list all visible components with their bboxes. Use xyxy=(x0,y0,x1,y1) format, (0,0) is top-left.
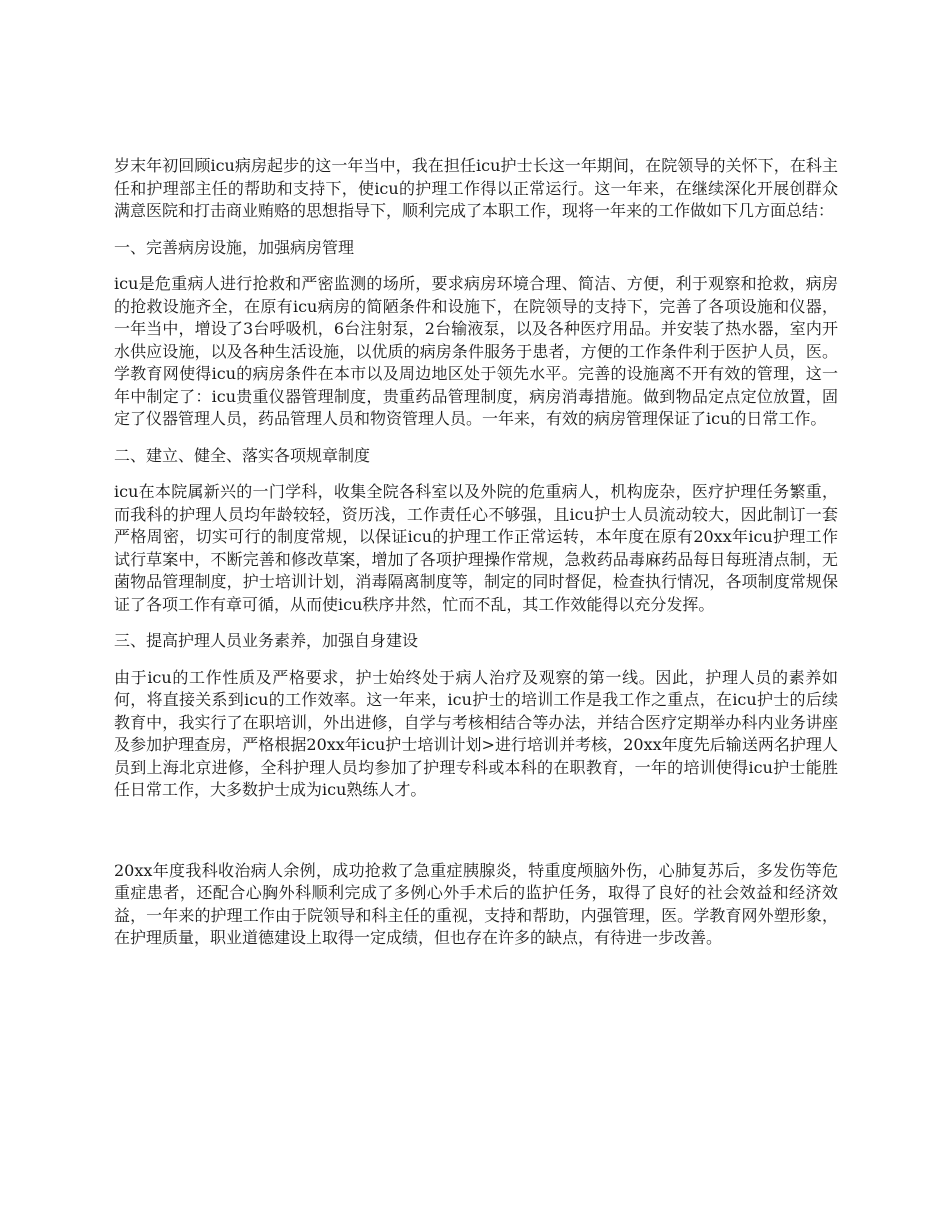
intro-paragraph: 岁末年初回顾icu病房起步的这一年当中，我在担任icu护士长这一年期间，在院领导的关怀下，在科主任和护理部主任的帮助和支持下，使icu的护理工作得以正常运行。这一年来，在继续深化开展创群众满意医院和打击商业贿赂的思想指导下，顺利完成了本职工作，现将一年来的工作做如下几方面总结： xyxy=(114,156,838,220)
section-1-heading: 一、完善病房设施，加强病房管理 xyxy=(114,237,355,257)
section-2-paragraph: icu在本院属新兴的一门学科，收集全院各科室以及外院的危重病人，机构庞杂，医疗护理任务繁重，而我科的护理人员均年龄较轻，资历浅，工作责任心不够强，且icu护士人员流动较大，因此制订一套严格周密，切实可行的制度常规，以保证icu的护理工作正常运转，本年度在原有20xx年icu护理工作试行草案中，不断完善和修改草案，增加了各项护理操作常规，急救药品毒麻药品每日每班清点制，无菌物品管理制度，护士培训计划，消毒隔离制度等，制定的同时督促，检查执行情况，各项制度常规保证了各项工作有章可循，从而使icu秩序井然，忙而不乱，其工作效能得以充分发挥。 xyxy=(114,482,838,614)
closing-paragraph: 20xx年度我科收治病人余例，成功抢救了急重症胰腺炎，特重度颅脑外伤，心肺复苏后，多发伤等危重症患者，还配合心胸外科顺利完成了多例心外手术后的监护任务，取得了良好的社会效益和经济效益，一年来的护理工作由于院领导和科主任的重视，支持和帮助，内强管理，医。学教育网外塑形象，在护理质量，职业道德建设上取得一定成绩，但也存在许多的缺点，有待进一步改善。 xyxy=(114,860,838,947)
document-page xyxy=(114,155,838,964)
section-1-paragraph: icu是危重病人进行抢救和严密监测的场所，要求病房环境合理、简洁、方便，利于观察和抢救，病房的抢救设施齐全，在原有icu病房的简陋条件和设施下，在院领导的支持下，完善了各项设施和仪器，一年当中，增设了3台呼吸机，6台注射泵，2台输液泵，以及各种医疗用品。并安装了热水器，室内开水供应设施，以及各种生活设施，以优质的病房条件服务于患者，方便的工作条件利于医护人员，医。学教育网使得icu的病房条件在本市以及周边地区处于领先水平。完善的设施离不开有效的管理，这一年中制定了：icu贵重仪器管理制度，贵重药品管理制度，病房消毒措施。做到物品定点定位放置，固定了仪器管理人员，药品管理人员和物资管理人员。一年来，有效的病房管理保证了icu的日常工作。 xyxy=(114,274,838,428)
section-3-heading: 三、提高护理人员业务素养，加强自身建设 xyxy=(114,631,419,650)
section-2-heading: 二、建立、健全、落实各项规章制度 xyxy=(114,445,371,465)
section-3-paragraph: 由于icu的工作性质及严格要求，护士始终处于病人治疗及观察的第一线。因此，护理人员的素养如何，将直接关系到icu的工作效率。这一年来，icu护士的培训工作是我工作之重点，在icu护士的后续教育中，我实行了在职培训，外出进修，自学与考核相结合等办法，并结合医疗定期举办科内业务讲座及参加护理查房，严格根据20xx年icu护士培训计划>进行培训并考核，20xx年度先后输送两名护理人员到上海北京进修，全科护理人员均参加了护理专科或本科的在职教育，一年的培训使得icu护士能胜任日常工作，大多数护士成为icu熟练人才。 xyxy=(114,667,838,799)
blank-gap xyxy=(114,816,838,860)
